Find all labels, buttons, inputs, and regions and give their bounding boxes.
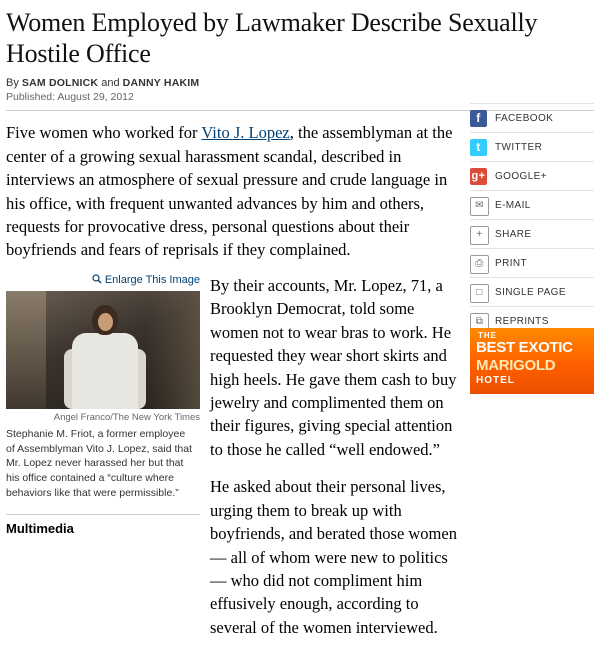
photo-credit: Angel Franco/The New York Times — [53, 411, 200, 423]
share-more[interactable] — [470, 220, 594, 249]
photo-subject-body — [72, 333, 138, 409]
photo-subject-face — [98, 313, 113, 331]
ad-line-1: BEST EXOTIC — [476, 339, 573, 356]
share-googleplus-label: GOOGLE+ — [495, 170, 547, 182]
lede-paragraph — [6, 121, 466, 262]
ad-kicker: THE — [478, 331, 497, 340]
article-photo[interactable] — [6, 291, 200, 409]
byline-conjunction: and — [101, 77, 120, 90]
vito-lopez-link[interactable]: Vito J. Lopez — [201, 123, 290, 143]
ad-line-2: MARIGOLD — [476, 357, 556, 374]
share-more-label: SHARE — [495, 228, 532, 240]
share-email-label: E-MAIL — [495, 199, 531, 211]
single-page-view[interactable] — [470, 278, 594, 307]
share-plus-icon: + — [470, 226, 487, 243]
share-facebook[interactable] — [470, 104, 594, 133]
print-article[interactable] — [470, 249, 594, 278]
media-column — [6, 274, 200, 536]
byline — [6, 77, 600, 89]
single-page-icon: □ — [470, 284, 487, 301]
reprints-label: REPRINTS — [495, 315, 549, 327]
page-title: Women Employed by Lawmaker Describe Sexually Hostile Office — [6, 8, 538, 68]
photo-caption: Stephanie M. Friot, a former employee of Assemblyman Vito J. Lopez, said that Mr. Lopez never harassed her but that his office contained a “culture where behaviors like that were permissible.” — [6, 427, 192, 499]
body-paragraph-1: By their accounts, Mr. Lopez, 71, a Brooklyn Democrat, told some women not to wear bras to work. He requested they wear short skirts and high heels. He gave them cash to buy jewelry and complimented them on their figures, giving special attention to those he called “well endowed.” — [210, 275, 457, 459]
byline-prefix: By — [6, 77, 19, 90]
single-page-label: SINGLE PAGE — [495, 286, 566, 298]
facebook-icon: f — [470, 110, 487, 127]
reprints-icon: ⧉ — [470, 313, 487, 330]
body-paragraph-2: He asked about their personal lives, urging them to break up with boyfriends, and berated those women — all of whom were new to politics — who did not compliment him effusively enough, according to several of the women interviewed. — [210, 477, 457, 637]
twitter-icon: t — [470, 139, 487, 156]
article-page — [0, 8, 600, 637]
share-email[interactable] — [470, 191, 594, 220]
enlarge-image-link[interactable] — [6, 274, 200, 287]
print-article-label: PRINT — [495, 257, 527, 269]
share-googleplus[interactable] — [470, 162, 594, 191]
enlarge-image-label: Enlarge This Image — [104, 273, 200, 286]
lede-text-after: , the assemblyman at the center of a growing sexual harassment scandal, described in interviews an atmosphere of sexual pressure and crude language in his office, with frequent unwanted advances by him and others, requests for provocative dress, personal questions about their boyfriends and fears of reprisals if they complained. — [6, 123, 453, 260]
share-twitter[interactable] — [470, 133, 594, 162]
share-twitter-label: TWITTER — [495, 141, 543, 153]
share-rail — [470, 103, 594, 336]
envelope-icon: ✉ — [470, 197, 487, 214]
photo-backdrop-glow — [146, 291, 200, 409]
printer-icon: ⎙ — [470, 255, 487, 272]
magnifier-icon — [92, 274, 102, 287]
google-plus-icon: g+ — [470, 168, 487, 185]
published-date: Published: August 29, 2012 — [6, 91, 134, 104]
advertisement-banner[interactable] — [470, 328, 594, 394]
author-link-1[interactable]: SAM DOLNICK — [21, 77, 99, 90]
body-text-column — [210, 274, 460, 653]
share-facebook-label: FACEBOOK — [495, 112, 554, 124]
multimedia-heading: Multimedia — [6, 514, 200, 536]
lede-text-before: Five women who worked for — [6, 123, 202, 143]
author-link-2[interactable]: DANNY HAKIM — [122, 77, 200, 90]
photo-backdrop-left — [6, 291, 46, 409]
ad-line-3: HOTEL — [476, 375, 515, 386]
